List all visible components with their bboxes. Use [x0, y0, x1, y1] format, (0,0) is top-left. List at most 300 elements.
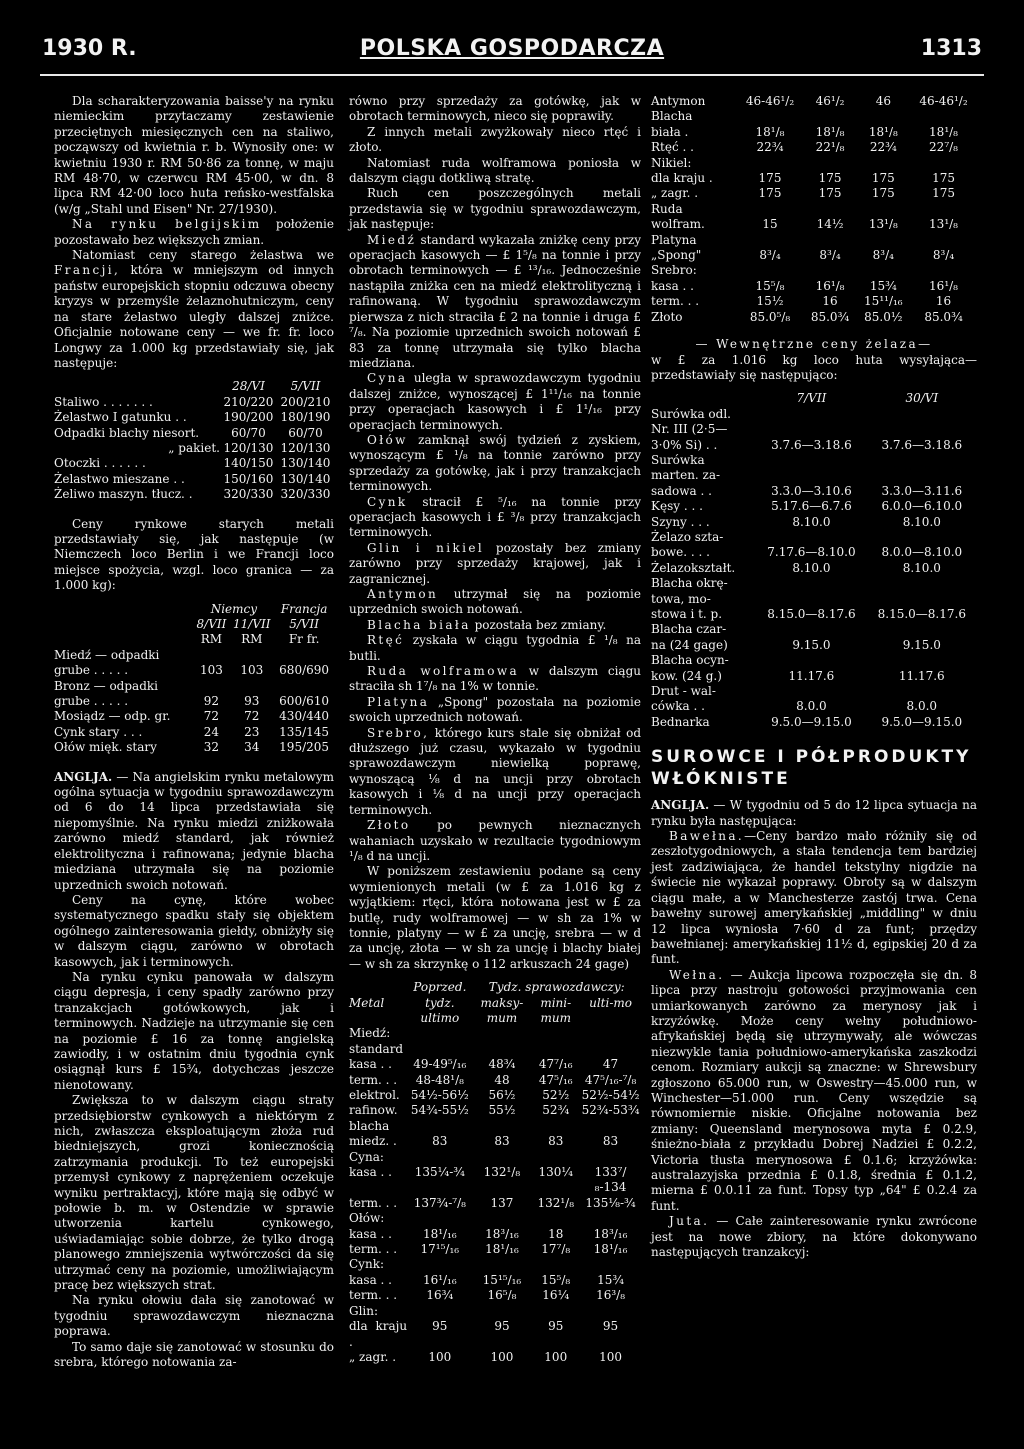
cell: [407, 1304, 472, 1319]
paragraph: [349, 664, 641, 695]
cell: 24: [203, 724, 220, 739]
table-row: [651, 715, 977, 730]
spaced-term: Srebro,: [367, 725, 430, 740]
cell: 18¹/₈: [929, 124, 958, 139]
cell: 100: [599, 1349, 622, 1364]
paragraph: Zwiększa to w dalszym ciągu straty przedsiębiorstw cynkowych a niektórym z nich, zwłaszcza eksploatującym złoża rud biedniejszych, grozi koniecznością zatrzymania produkcji. To też europejski przemysł cynkowy z naprężeniem oczekuje wyniku pertraktacyj, które mają się odbyć w połowie b. m. w Ostendzie w sprawie utworzenia kartelu cynkowego, uświadamiając sobie dobrze, że tylko drogą planowego zmniejszenia wytwórczości da się utrzymać ceny na poziomie, umożliwiającym pracę bez większych strat.: [54, 1093, 334, 1293]
paragraph: [349, 726, 641, 818]
table-row: [651, 310, 977, 325]
table-row: [54, 725, 334, 740]
cell: 140/150: [223, 456, 274, 471]
cell: 9.5.0—9.15.0: [771, 714, 852, 729]
table-row: [349, 1304, 641, 1319]
cell: 175: [932, 186, 955, 201]
cell: 22⁷/₈: [929, 140, 958, 155]
table-row: [349, 1288, 641, 1303]
table-row: [651, 515, 977, 530]
cell: 18¹/₈: [815, 124, 845, 139]
cell: 83: [602, 1134, 619, 1149]
cell: 9.15.0: [792, 637, 831, 652]
scrap-price-table: [54, 379, 334, 502]
column-header: ulti-mo: [589, 995, 632, 1010]
cell: 175: [758, 186, 782, 201]
cell: Blacha okrę-: [651, 576, 728, 591]
cell: [756, 622, 866, 637]
cell: [407, 1211, 472, 1226]
table-row: [651, 576, 977, 591]
cell: 92: [203, 694, 220, 709]
cell: [803, 156, 856, 171]
cell: dla kraju .: [651, 171, 713, 186]
table-row: [651, 263, 977, 278]
spaced-term: Złoto: [367, 818, 411, 833]
cell: 15: [762, 217, 778, 232]
cell: 95: [548, 1319, 564, 1334]
cell: [867, 530, 977, 545]
unit-header: RM: [200, 632, 223, 647]
cell: 13¹/₈: [929, 217, 958, 232]
column-1: [54, 94, 334, 1371]
cell: Blacha czar-: [651, 622, 727, 637]
cell: 175: [818, 171, 842, 186]
cell: 8³/₄: [759, 248, 781, 263]
cell: 8.0.0: [906, 699, 938, 714]
cell: 47: [602, 1057, 619, 1072]
paragraph: [651, 829, 977, 968]
cell: [867, 684, 977, 699]
table-row: [349, 1103, 641, 1118]
cell: bowe. . . .: [651, 545, 710, 560]
cell: miedz. .: [349, 1134, 397, 1149]
paragraph: [349, 495, 641, 541]
cell: 680/690: [279, 663, 330, 678]
cell: [756, 576, 866, 591]
cell: 16⁵/₈: [487, 1288, 517, 1303]
cell: Żelastwo mieszane . .: [54, 471, 185, 486]
cell: [756, 653, 866, 668]
cell: term. . .: [349, 1242, 398, 1257]
cell: Kęsy . . .: [651, 499, 703, 514]
cell: Miedź — odpadki: [54, 647, 160, 662]
cell: 34: [244, 740, 260, 755]
spaced-term: Bawełna.: [669, 829, 745, 844]
cell: 15⁵/₈: [755, 278, 785, 293]
cell: Ołów mięk. stary: [54, 740, 157, 755]
cell: [910, 233, 977, 248]
cell: 22¹/₈: [815, 140, 845, 155]
cell: 15½: [756, 294, 784, 309]
cell: 8.10.0: [792, 560, 831, 575]
text: uległa w sprawozdawczym tygodniu dalszej zniżce, wynoszącej £ 1¹¹/₁₆ na tonnie przy operacjach kasowych i £ 1¹/₁₆ przy operacjach terminowych.: [349, 371, 641, 432]
cell: 16: [822, 294, 838, 309]
cell: 133⁷/₈-134: [594, 1165, 627, 1195]
cell: biała .: [651, 124, 689, 139]
cell: 3.7.6—3.18.6: [771, 437, 852, 452]
cell: 52¾-53¾: [581, 1103, 640, 1118]
cell: 16¹/₈: [815, 278, 845, 293]
cell: kasa . .: [651, 278, 694, 293]
cell: 8.10.0: [792, 514, 831, 529]
cell: 85.0¾: [924, 309, 963, 324]
paragraph: Ceny na cynę, które wobec systematycznego spadku stały się objektem ogólnego zainteresowania giełdy, obniżyły się w dalszym ciągu, zarówno w obrotach kasowych, jak i terminowych.: [54, 892, 334, 969]
cell: 15¾: [597, 1272, 624, 1287]
table-row: [651, 453, 977, 468]
text: zamknął swój tydzień z zyskiem, wynoszącym £ ¹/₈ na tonnie zarówno przy sprzedaży za gotówkę, jak i przy tranzakcjach terminowych.: [349, 432, 641, 494]
header-journal-title: POLSKA GOSPODARCZA: [359, 36, 665, 61]
table-row: [54, 679, 334, 694]
cell: standard: [349, 1041, 404, 1056]
cell: [756, 422, 866, 437]
table-header-row: [349, 996, 641, 1027]
cell: 85.0⁵/₈: [749, 309, 791, 324]
cell: [867, 468, 977, 483]
cell: 9.5.0—9.15.0: [881, 714, 963, 729]
cell: Otoczki . . . . . .: [54, 456, 146, 471]
cell: 210/220: [223, 394, 274, 409]
table-row: [349, 1150, 641, 1165]
table-row: [651, 202, 977, 217]
text: pozostały bez zmiany zarówno przy sprzedaży krajowej, jak i zagranicznej.: [349, 540, 641, 586]
metal-price-table-continued: [651, 94, 977, 325]
text: — Aukcja lipcowa rozpoczęła się dn. 8 lipca przy nastroju gotowości przyjmowania cen umiarkowanych zarówno za merynosy jak i krzyżówkę. Może ceny wełny południowo-afrykańskiej będą się utrzymywały, ale wówczas niezwykle tania południowo-amerykańska zaszkodzi cenom. Rozmiary aukcji są znaczne: w Shrewsbury zgłoszono 65.000 run, w Oswestry—45.000 run, w Winchester—51.000 run. Ceny wszędzie są równomiernie niskie. Oficjalne notowania bez zmiany: Queensland merynosowa myta £ 0.2.9, śnieżno-biała z przykładu Dobrej Nadziei £ 0.2.2, Victoria tłusta merynosowa £ 0.1.6; krzyżówka: australazyjska przednia £ 0.1.8, średnia £ 0.1.2, mierna £ 0.0.11 za funt. Topsy typ „64" £ 0.2.4 za funt.: [651, 967, 977, 1213]
cell: 100: [490, 1349, 514, 1364]
cell: 137¾-⁷/₈: [413, 1195, 466, 1210]
table-row: [651, 592, 977, 607]
cell: 132¹/₈: [537, 1195, 575, 1210]
table-header-row: [54, 379, 334, 394]
cell: grube . . . . .: [54, 663, 129, 678]
cell: [580, 1150, 641, 1165]
paragraph: Z innych metali zwyżkowały nieco rtęć i złoto.: [349, 124, 641, 155]
cell: [194, 648, 230, 663]
unit-header: RM: [241, 632, 263, 647]
cell: 3.7.6—3.18.6: [881, 437, 963, 452]
country-label: ANGLJA.: [54, 769, 113, 784]
subheading: [651, 337, 977, 352]
paragraph: To samo daje się zanotować w stosunku do srebra, którego notowania za-: [54, 1339, 334, 1370]
cell: 52½-54½: [581, 1088, 640, 1102]
table-row: [54, 410, 334, 425]
paragraph: [54, 770, 334, 893]
cell: grube . . . . .: [54, 694, 129, 709]
table-row: [349, 1042, 641, 1057]
table-row: [651, 279, 977, 294]
table-row: [54, 395, 334, 410]
cell: Blacha: [651, 109, 693, 124]
cell: marten. za-: [651, 468, 721, 483]
column-header: 30/VI: [905, 391, 939, 406]
cell: 11.17.6: [898, 668, 945, 683]
text: — Wewnętrzne ceny żelaza—: [695, 337, 933, 352]
cell: 83: [548, 1134, 564, 1149]
cell: 8³/₄: [932, 248, 955, 263]
table-row: [651, 669, 977, 684]
text: położenie pozostawało bez większych zmian.: [54, 217, 334, 247]
cell: 46-46¹/₂: [919, 94, 968, 108]
text: standard wykazała zniżkę ceny przy operacjach kasowych — £ 1⁵/₈ na tonnie i przy obrotach terminowych — £ ¹³/₁₆. Jednocześnie nastąpiła zniżka cen na miedź elektrolityczną i rafinowaną. W tygodniu sprawozdawczym pierwsza z nich straciła £ 2 na tonnie i druga £ ⁷/₈. Na poziomie uprzednich swoich notowań £ 83 za tonnę utrzymała się tylko blacha miedziana.: [349, 232, 641, 370]
cell: 137: [490, 1195, 514, 1210]
cell: 18³/₁₆: [485, 1226, 519, 1241]
header-page-number: 1313: [920, 36, 982, 61]
text: „Spong" pozostała na poziomie swoich uprzednich notowań.: [349, 694, 641, 725]
text: — Na angielskim rynku metalowym ogólna sytuacja w tygodniu sprawozdawczym od 6 do 14 lipca przedstawiała się niepomyślnie. Na rynku miedzi zniżkowała zarówno miedź standard, jak również elektrolityczna i rafinowana; jedynie blacha miedziana utrzymała się na poziomie uprzednich swoich notowań.: [54, 769, 334, 892]
cell: 5.17.6—6.7.6: [771, 499, 852, 514]
cell: [580, 1026, 641, 1041]
cell: [857, 109, 910, 124]
table-row: [651, 653, 977, 668]
table-row: [651, 233, 977, 248]
cell: 18¹/₁₆: [593, 1242, 628, 1257]
cell: 320/330: [280, 487, 331, 502]
cell: [857, 202, 910, 217]
cell: [857, 263, 910, 278]
cell: Nr. III (2·5—: [651, 422, 728, 437]
cell: [531, 1119, 580, 1134]
column-header: Tydz. sprawozdawczy:: [488, 980, 625, 995]
spaced-term: Platyna: [367, 694, 430, 709]
cell: Cynk:: [349, 1257, 385, 1272]
table-row: [651, 294, 977, 309]
cell: [803, 233, 856, 248]
cell: [803, 263, 856, 278]
column-header: 5/VII: [289, 617, 320, 631]
cell: [867, 622, 977, 637]
cell: Nikiel:: [651, 155, 692, 170]
table-header-row: [349, 980, 641, 995]
cell: kow. (24 g.): [651, 668, 722, 683]
table-row: [651, 684, 977, 699]
cell: na (24 gage): [651, 637, 728, 652]
cell: 52½: [542, 1088, 570, 1102]
cell: Glin:: [349, 1303, 379, 1318]
cell: 32: [203, 740, 220, 755]
cell: 195/205: [279, 740, 330, 755]
table-row: [54, 441, 334, 456]
table-row: [54, 648, 334, 663]
old-metals-table: [54, 602, 334, 756]
spaced-term: Wełna.: [669, 967, 725, 982]
paragraph: [651, 798, 977, 829]
paragraph: [651, 1214, 977, 1260]
table-row: [651, 699, 977, 714]
cell: [407, 1026, 472, 1041]
cell: 52¾: [542, 1103, 570, 1118]
paragraph: Ruch cen poszczególnych metali przedstawia się w tygodniu sprawozdawczym, jak następuje:: [349, 186, 641, 232]
cell: 15⁵/₈: [541, 1272, 571, 1287]
cell: [274, 679, 334, 694]
table-row: [54, 709, 334, 724]
cell: 11.17.6: [788, 668, 835, 683]
cell: Bednarka: [651, 714, 710, 729]
column-2: [349, 94, 641, 1379]
cell: Mosiądz — odp. gr.: [54, 709, 171, 724]
paragraph: [651, 968, 977, 1215]
cell: 55½: [488, 1103, 516, 1118]
column-header: Poprzed.: [413, 980, 467, 995]
cell: [531, 1026, 580, 1041]
cell: 47⁷/₁₆: [538, 1057, 573, 1072]
cell: Cyna:: [349, 1149, 384, 1164]
text: która w mniejszym od innych państw europejskich stopniu odczuwa obecny kryzys w przemyśle żelaznohutniczym, ceny na stare żelastwo uległy dalszej zniżce. Oficjalnie notowane ceny — we fr. fr. loco Longwy za 1.000 kg przedstawiały się, jak następuje:: [54, 263, 334, 370]
table-row: [651, 407, 977, 422]
column-3: [651, 94, 977, 1260]
cell: [580, 1211, 641, 1226]
cell: 15¹⁵/₁₆: [482, 1272, 522, 1287]
iron-price-table: [651, 391, 977, 730]
cell: 18³/₁₆: [593, 1226, 628, 1241]
cell: [910, 202, 977, 217]
table-row: [651, 248, 977, 263]
table-row: [54, 426, 334, 441]
table-row: [651, 94, 977, 109]
cell: [857, 156, 910, 171]
cell: 9.15.0: [902, 637, 941, 652]
column-header: 5/VII: [290, 379, 321, 394]
cell: 15¾: [869, 278, 897, 293]
cell: rafinow.: [349, 1103, 398, 1118]
cell: Surówka: [651, 452, 705, 467]
table-header-row: [651, 391, 977, 406]
text: w dalszym ciągu straciła sh 1⁷/₈ na 1% w tonnie.: [349, 664, 641, 694]
paragraph: [349, 695, 641, 726]
cell: 15¹¹/₁₆: [864, 294, 903, 309]
cell: 72: [244, 709, 260, 724]
cell: 54¾-55½: [410, 1103, 469, 1118]
column-header: 28/VI: [232, 379, 265, 394]
cell: 8.15.0—8.17.6: [877, 607, 966, 621]
cell: 16³/₈: [596, 1288, 626, 1303]
cell: [580, 1304, 641, 1319]
cell: [580, 1119, 641, 1134]
paragraph: [349, 233, 641, 372]
cell: term. . .: [349, 1195, 398, 1210]
cell: 120/130: [223, 440, 274, 455]
cell: [580, 1042, 641, 1057]
cell: [473, 1119, 532, 1134]
cell: Antymon: [651, 94, 706, 108]
table-row: [651, 545, 977, 560]
table-row: [349, 1057, 641, 1072]
paragraph: [349, 433, 641, 495]
cell: kasa . .: [349, 1226, 392, 1241]
cell: Platyna: [651, 232, 697, 247]
cell: [737, 202, 804, 217]
table-row: [651, 125, 977, 140]
cell: [473, 1211, 532, 1226]
cell: [857, 233, 910, 248]
cell: 200/210: [280, 394, 331, 409]
text: którego kurs stale się obniżał od dłuższego już czasu, wykazało w tygodniu sprawozdawczym niewielką poprawę, wynoszącą ⅛ d na uncji przy obrotach kasowych i ⅛ d na uncji przy operacjach terminowych.: [349, 725, 641, 817]
cell: 85.0½: [864, 309, 903, 324]
cell: 3.3.0—3.10.6: [771, 483, 852, 498]
cell: 49-49⁵/₁₆: [413, 1057, 467, 1072]
cell: 83: [432, 1134, 448, 1149]
cell: 16¹/₈: [929, 278, 958, 293]
table-row: [349, 1088, 641, 1103]
paragraph: Na rynku cynku panowała w dalszym ciągu depresja, i ceny spadły zarówno przy tranzakcjach gotówkowych, jak i terminowych. Nadzieje na utrzymanie się cen na poziomie £ 16 za tonnę angielską zawiodły, i w ostatnim dniu tygodnia cynk osiągnął kurs £ 15¾, dotychczas jeszcze nienotowany.: [54, 969, 334, 1092]
spaced-term: Rtęć: [367, 633, 405, 648]
cell: 46¹/₂: [815, 94, 845, 108]
column-header: Francja: [280, 601, 328, 616]
cell: [756, 468, 866, 483]
text: zyskała w ciągu tygodnia £ ¹/₈ na butli.: [349, 633, 641, 663]
table-header-row: [54, 617, 334, 632]
cell: [910, 156, 977, 171]
paragraph: Na rynku ołowiu dała się zanotować w tygodniu sprawozdawczym nieznaczna poprawa.: [54, 1293, 334, 1339]
paragraph: równo przy sprzedaży za gotówkę, jak w obrotach terminowych, nieco się poprawiły.: [349, 94, 641, 124]
cell: 175: [758, 171, 782, 186]
cell: stowa i t. p.: [651, 607, 723, 621]
iron-price-rows: [651, 407, 977, 731]
unit-header: Fr fr.: [288, 632, 320, 647]
cell: Staliwo . . . . . . .: [54, 394, 153, 409]
cell: [737, 263, 804, 278]
cell: 16¾: [426, 1288, 454, 1303]
cell: Złoto: [651, 309, 683, 324]
cell: [867, 422, 977, 437]
table-row: [651, 638, 977, 653]
table-row: [349, 1134, 641, 1149]
cell: [473, 1304, 532, 1319]
cell: 17⁷/₈: [541, 1242, 571, 1257]
table-row: [54, 487, 334, 502]
paragraph: [349, 818, 641, 864]
column-header: 11/VII: [233, 617, 271, 631]
cell: [473, 1026, 532, 1041]
cell: kasa . .: [349, 1057, 392, 1072]
cell: 56½: [488, 1088, 516, 1102]
table-row: [651, 186, 977, 201]
page-header: [40, 30, 984, 76]
cell: 103: [240, 663, 264, 678]
table-row: [54, 456, 334, 471]
cell: 130/140: [280, 456, 331, 471]
cell: 175: [871, 186, 895, 201]
cell: blacha: [349, 1118, 390, 1133]
metal-price-rows: [349, 1026, 641, 1365]
cell: [803, 202, 856, 217]
column-header: mini-mum: [540, 995, 572, 1025]
cell: Żelazokształt.: [651, 560, 736, 575]
table-row: [651, 156, 977, 171]
cell: 132¹/₈: [483, 1165, 521, 1180]
metal-price-table: [349, 980, 641, 1365]
cell: sadowa . .: [651, 483, 712, 498]
paragraph: w £ za 1.016 kg loco huta wysyłająca— przedstawiały się następująco:: [651, 352, 977, 382]
text: pozostała bez zmiany.: [470, 617, 607, 632]
cell: 180/190: [280, 410, 331, 425]
cell: 150/160: [223, 471, 274, 486]
cell: 7.17.6—8.10.0: [767, 545, 856, 560]
cell: 14½: [816, 217, 844, 232]
cell: Miedź:: [349, 1026, 391, 1041]
cell: 16¹/₁₆: [422, 1272, 457, 1287]
paragraph: Ceny rynkowe starych metali przedstawiały się, jak następuje (w Niemczech loco Berlin i we Francji loco miejsce spożycia, wzgl. loco granica — za 1.000 kg):: [54, 516, 334, 593]
cell: 100: [428, 1349, 452, 1364]
spaced-term: Na rynku belgijskim: [72, 217, 262, 232]
text: — Całe zainteresowanie rynku zwrócone jest na nowe zbiory, na które dokonywano następujących tranzakcyj:: [651, 1214, 977, 1260]
cell: [756, 453, 866, 468]
column-header: Metal: [349, 995, 385, 1010]
table-row: [349, 1073, 641, 1088]
cell: 48-48¹/₈: [415, 1072, 464, 1087]
cell: wolfram.: [651, 217, 705, 232]
table-row: [651, 530, 977, 545]
cell: kasa . .: [349, 1165, 392, 1180]
cell: Cynk stary . . .: [54, 724, 143, 739]
cell: [531, 1304, 580, 1319]
cell: 95: [602, 1319, 619, 1334]
